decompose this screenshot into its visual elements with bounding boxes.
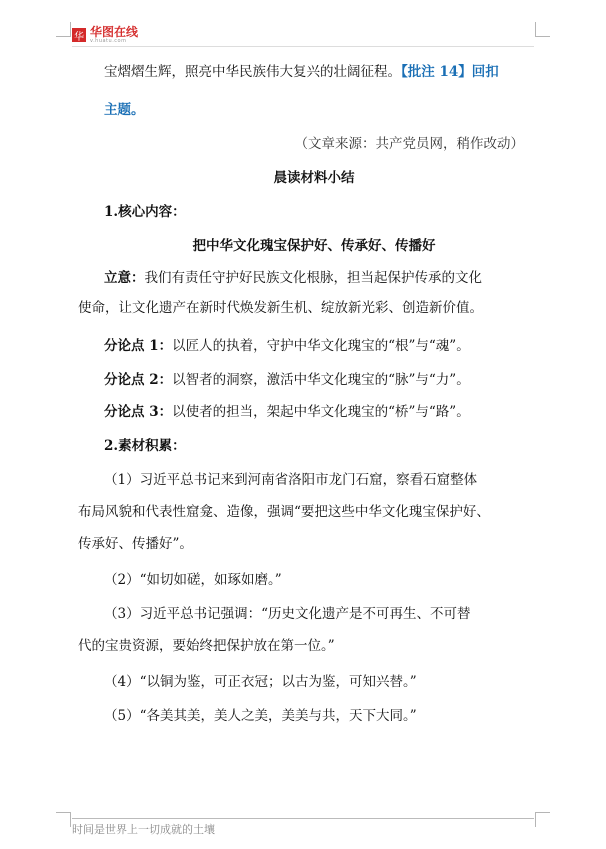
material-3-line-1: （3）习近平总书记强调：“历史文化遗产是不可再生、不可替 [104, 606, 471, 622]
logo-name: 华图在线 [90, 25, 139, 39]
core-title: 把中华文化瑰宝保护好、传承好、传播好 [192, 238, 436, 254]
material-5: （5）“各美其美，美人之美，美美与共，天下大同。” [104, 708, 417, 724]
material-1-line-3: 传承好、传播好”。 [78, 536, 193, 552]
article-source: （文章来源：共产党员网，稍作改动） [294, 136, 524, 152]
intro-text: 宝熠熠生辉，照亮中华民族伟大复兴的壮阔征程。 [104, 64, 401, 80]
crop-mark-bottom-left [56, 812, 71, 827]
annotation-14[interactable]: 【批注 14】回扣 [401, 64, 499, 80]
footer-motto: 时间是世界上一切成就的土壤 [72, 823, 215, 836]
logo-url: v.huatu.com [90, 38, 127, 44]
summary-title: 晨读材料小结 [273, 170, 355, 186]
intro-line-1 [104, 62, 524, 82]
material-4: （4）“以铜为鉴，可正衣冠；以古为鉴，可知兴替。” [104, 674, 417, 690]
crop-mark-bottom-right [535, 812, 550, 827]
material-2: （2）“如切如磋，如琢如磨。” [104, 572, 282, 588]
thesis-line-1 [104, 268, 524, 288]
crop-mark-top-right [535, 22, 550, 37]
point-3-label: 分论点 3： [104, 404, 173, 420]
thesis-line-2: 使命，让文化遗产在新时代焕发新生机、绽放新光彩、创造新价值。 [78, 300, 483, 316]
point-2 [104, 370, 524, 390]
point-1-text: 以匠人的执着，守护中华文化瑰宝的“根”与“魂”。 [172, 338, 470, 354]
point-3-text: 以使者的担当，架起中华文化瑰宝的“桥”与“路”。 [172, 404, 470, 420]
materials-heading: 2.素材积累： [104, 438, 186, 454]
footer-divider [72, 818, 534, 819]
crop-mark-top-left [56, 22, 71, 37]
thesis-label: 立意： [104, 270, 145, 286]
point-3 [104, 402, 524, 422]
core-heading: 1.核心内容： [104, 204, 186, 220]
material-1-line-1: （1）习近平总书记来到河南省洛阳市龙门石窟，察看石窟整体 [104, 472, 478, 488]
annotation-14-cont[interactable]: 主题。 [104, 102, 145, 118]
point-1 [104, 336, 524, 356]
point-1-label: 分论点 1： [104, 338, 173, 354]
thesis-text-1: 我们有责任守护好民族文化根脉，担当起保护传承的文化 [144, 270, 482, 286]
material-1-line-2: 布局风貌和代表性窟龛、造像，强调“要把这些中华文化瑰宝保护好、 [78, 504, 490, 520]
header-divider [72, 46, 534, 47]
point-2-text: 以智者的洞察，激活中华文化瑰宝的“脉”与“力”。 [172, 372, 470, 388]
point-2-label: 分论点 2： [104, 372, 173, 388]
logo-icon: 华 [72, 28, 86, 42]
material-3-line-2: 代的宝贵资源，要始终把保护放在第一位。” [78, 638, 335, 654]
page-header [72, 25, 138, 45]
logo [90, 26, 138, 44]
intro-line-2 [104, 100, 524, 120]
